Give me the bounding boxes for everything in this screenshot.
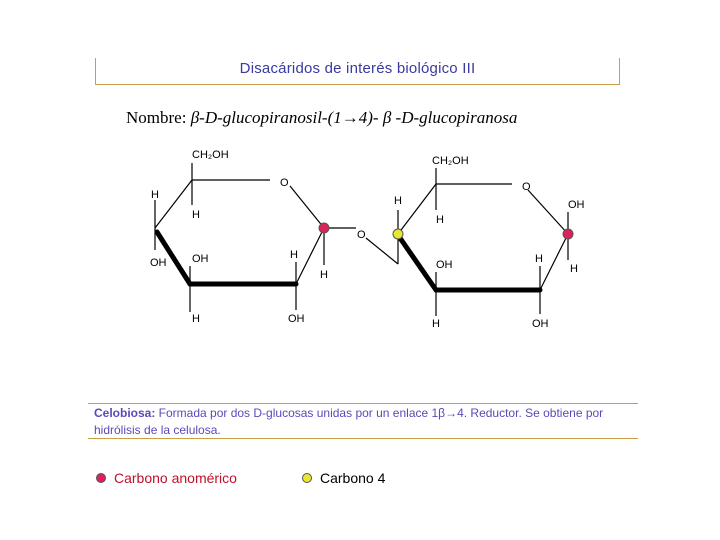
oh-left-c2-down-label: OH bbox=[288, 313, 305, 325]
name-part-2: β -D-glucopiranosa bbox=[382, 108, 518, 127]
h-right-c2-label: H bbox=[535, 253, 543, 265]
oh-right-c1-label: OH bbox=[568, 199, 585, 211]
carbon4-dot-icon bbox=[302, 473, 312, 483]
description-text: Formada por dos D-glucosas unidas por un enlace 1β→4. Reductor. Se obtiene por hidrólisis de la celulosa. bbox=[94, 406, 604, 437]
o-ring-right-label: O bbox=[522, 181, 531, 193]
legend-anomeric-label: Carbono anomérico bbox=[114, 470, 237, 486]
anomeric-carbon-right-dot bbox=[563, 229, 573, 239]
carbon4-dot bbox=[393, 229, 403, 239]
oh-left-c3-label: OH bbox=[192, 253, 209, 265]
h-left-c4-label: H bbox=[192, 209, 200, 221]
oh-right-c2-down-label: OH bbox=[532, 318, 549, 330]
oh-left-c4-label: OH bbox=[150, 257, 167, 269]
oh-right-c3-label: OH bbox=[436, 259, 453, 271]
legend-c4-label: Carbono 4 bbox=[320, 470, 386, 486]
ch2oh-right-label: CH₂OH bbox=[432, 155, 469, 167]
page-title: Disacáridos de interés biológico III bbox=[239, 60, 476, 77]
h-left-c3-down-label: H bbox=[192, 313, 200, 325]
h-right-c5-label: H bbox=[436, 214, 444, 226]
anomeric-carbon-left-dot bbox=[319, 223, 329, 233]
anomeric-dot-icon bbox=[96, 473, 106, 483]
h-left-c1-label: H bbox=[320, 269, 328, 281]
h-right-c4-label: H bbox=[394, 195, 402, 207]
description-term: Celobiosa: bbox=[94, 406, 156, 420]
h-left-c2-label: H bbox=[290, 249, 298, 261]
name-prefix: Nombre: bbox=[126, 108, 191, 127]
o-ring-left-label: O bbox=[280, 177, 289, 189]
legend-c4 bbox=[302, 470, 385, 486]
legend-anomeric bbox=[96, 470, 237, 486]
ring-front-edges bbox=[155, 228, 540, 290]
h-right-c3-down-label: H bbox=[432, 318, 440, 330]
h-left-top-label: H bbox=[151, 189, 159, 201]
ch2oh-left-label: CH₂OH bbox=[192, 149, 229, 161]
name-part-1: β-D-glucopiranosil-(1→4)- bbox=[190, 108, 383, 127]
description-box bbox=[88, 403, 638, 439]
o-bridge-label: O bbox=[357, 229, 366, 241]
h-right-c1-label: H bbox=[570, 263, 578, 275]
